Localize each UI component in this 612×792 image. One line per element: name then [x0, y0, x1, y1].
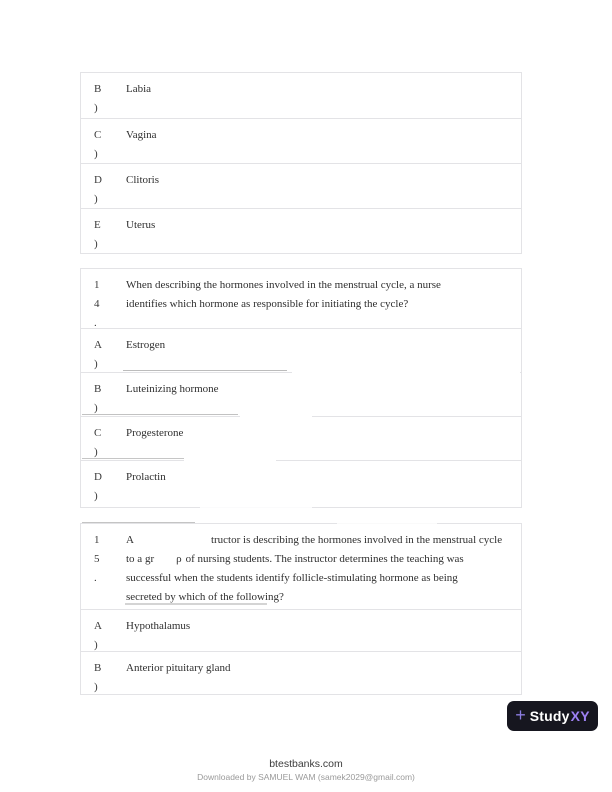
question-14-table — [80, 268, 522, 508]
option-text: Clitoris — [126, 174, 160, 186]
question-number-char: . — [94, 572, 97, 584]
option-text: Uterus — [126, 219, 156, 231]
option-letter-cell — [81, 73, 126, 118]
option-letter: C — [94, 129, 102, 141]
option-text: Vagina — [126, 129, 157, 141]
option-paren: ) — [94, 102, 98, 114]
option-letter-cell — [81, 164, 126, 208]
option-letter: C — [94, 427, 102, 439]
option-text: Labia — [126, 83, 152, 95]
question-14-text — [126, 269, 521, 328]
option-letter-cell — [81, 209, 126, 253]
studyxy-brand-study: Study — [529, 708, 570, 724]
page-footer — [0, 758, 612, 782]
option-letter-cell — [81, 417, 126, 460]
question-line: secreted by which of the following? — [126, 591, 284, 603]
option-paren: ) — [94, 193, 98, 205]
option-letter-cell — [81, 329, 126, 372]
question-number-char: 1 — [94, 279, 100, 291]
question-number-cell — [81, 524, 126, 609]
question-number-char: . — [94, 317, 97, 329]
question-number-char: 1 — [94, 534, 100, 546]
option-letter-cell — [81, 610, 126, 651]
question-14-row — [81, 269, 521, 328]
question-line: When describing the hormones involved in the menstrual cycle, a nurse — [126, 279, 441, 291]
option-row-d — [81, 460, 521, 507]
option-paren: ) — [94, 238, 98, 250]
question-15-table — [80, 523, 522, 695]
option-letter: E — [94, 219, 101, 231]
question-line — [126, 531, 521, 550]
option-letter-cell — [81, 652, 126, 694]
option-row-e — [81, 208, 521, 253]
plus-icon: + — [515, 705, 526, 725]
option-paren: ) — [94, 358, 98, 370]
studyxy-brand-xy: XY — [570, 708, 590, 724]
option-paren: ) — [94, 446, 98, 458]
option-letter-cell — [81, 119, 126, 163]
option-row-b — [81, 372, 521, 416]
option-text: Prolactin — [126, 471, 166, 483]
question-line: successful when the students identify follicle-stimulating hormone as being — [126, 572, 458, 584]
option-row-b — [81, 73, 521, 118]
option-row-c — [81, 118, 521, 163]
option-paren: ) — [94, 402, 98, 414]
question-number-char: 4 — [94, 298, 100, 310]
question-number-char: 5 — [94, 553, 100, 565]
partial-glyph: ρ — [176, 553, 182, 565]
option-text: Luteinizing hormone — [126, 383, 219, 395]
option-row-a — [81, 328, 521, 372]
question-line-start: to a gr — [126, 553, 155, 565]
footer-site-name: btestbanks.com — [269, 758, 343, 770]
question-line-end: tructor is describing the hormones involved in the menstrual cycle — [210, 534, 503, 546]
option-text: Hypothalamus — [126, 620, 191, 632]
option-letter-cell — [81, 461, 126, 507]
option-row-c — [81, 416, 521, 460]
option-row-d — [81, 163, 521, 208]
option-letter-cell — [81, 373, 126, 416]
option-letter: B — [94, 383, 102, 395]
question-line-start: A — [126, 534, 134, 546]
option-paren: ) — [94, 490, 98, 502]
footer-downloaded-by: Downloaded by SAMUEL WAM (samek2029@gmail.com) — [197, 772, 415, 782]
option-letter: B — [94, 662, 102, 674]
question-number-cell — [81, 269, 126, 328]
option-letter: A — [94, 620, 102, 632]
studyxy-badge[interactable] — [507, 701, 598, 731]
option-text: Progesterone — [126, 427, 184, 439]
question-15-row — [81, 524, 521, 609]
option-row-a — [81, 609, 521, 651]
option-text: Estrogen — [126, 339, 166, 351]
option-letter: D — [94, 471, 102, 483]
question-15-text — [126, 524, 521, 609]
option-text: Anterior pituitary gland — [126, 662, 231, 674]
option-letter: D — [94, 174, 102, 186]
option-letter: A — [94, 339, 102, 351]
question-line: identifies which hormone as responsible for initiating the cycle? — [126, 298, 409, 310]
option-paren: ) — [94, 681, 98, 693]
option-letter: B — [94, 83, 102, 95]
options-table-continuation — [80, 72, 522, 254]
option-paren: ) — [94, 148, 98, 160]
question-line-end: of nursing students. The instructor determines the teaching was — [185, 553, 464, 565]
question-line — [126, 550, 521, 569]
option-paren: ) — [94, 639, 98, 651]
option-row-b — [81, 651, 521, 694]
